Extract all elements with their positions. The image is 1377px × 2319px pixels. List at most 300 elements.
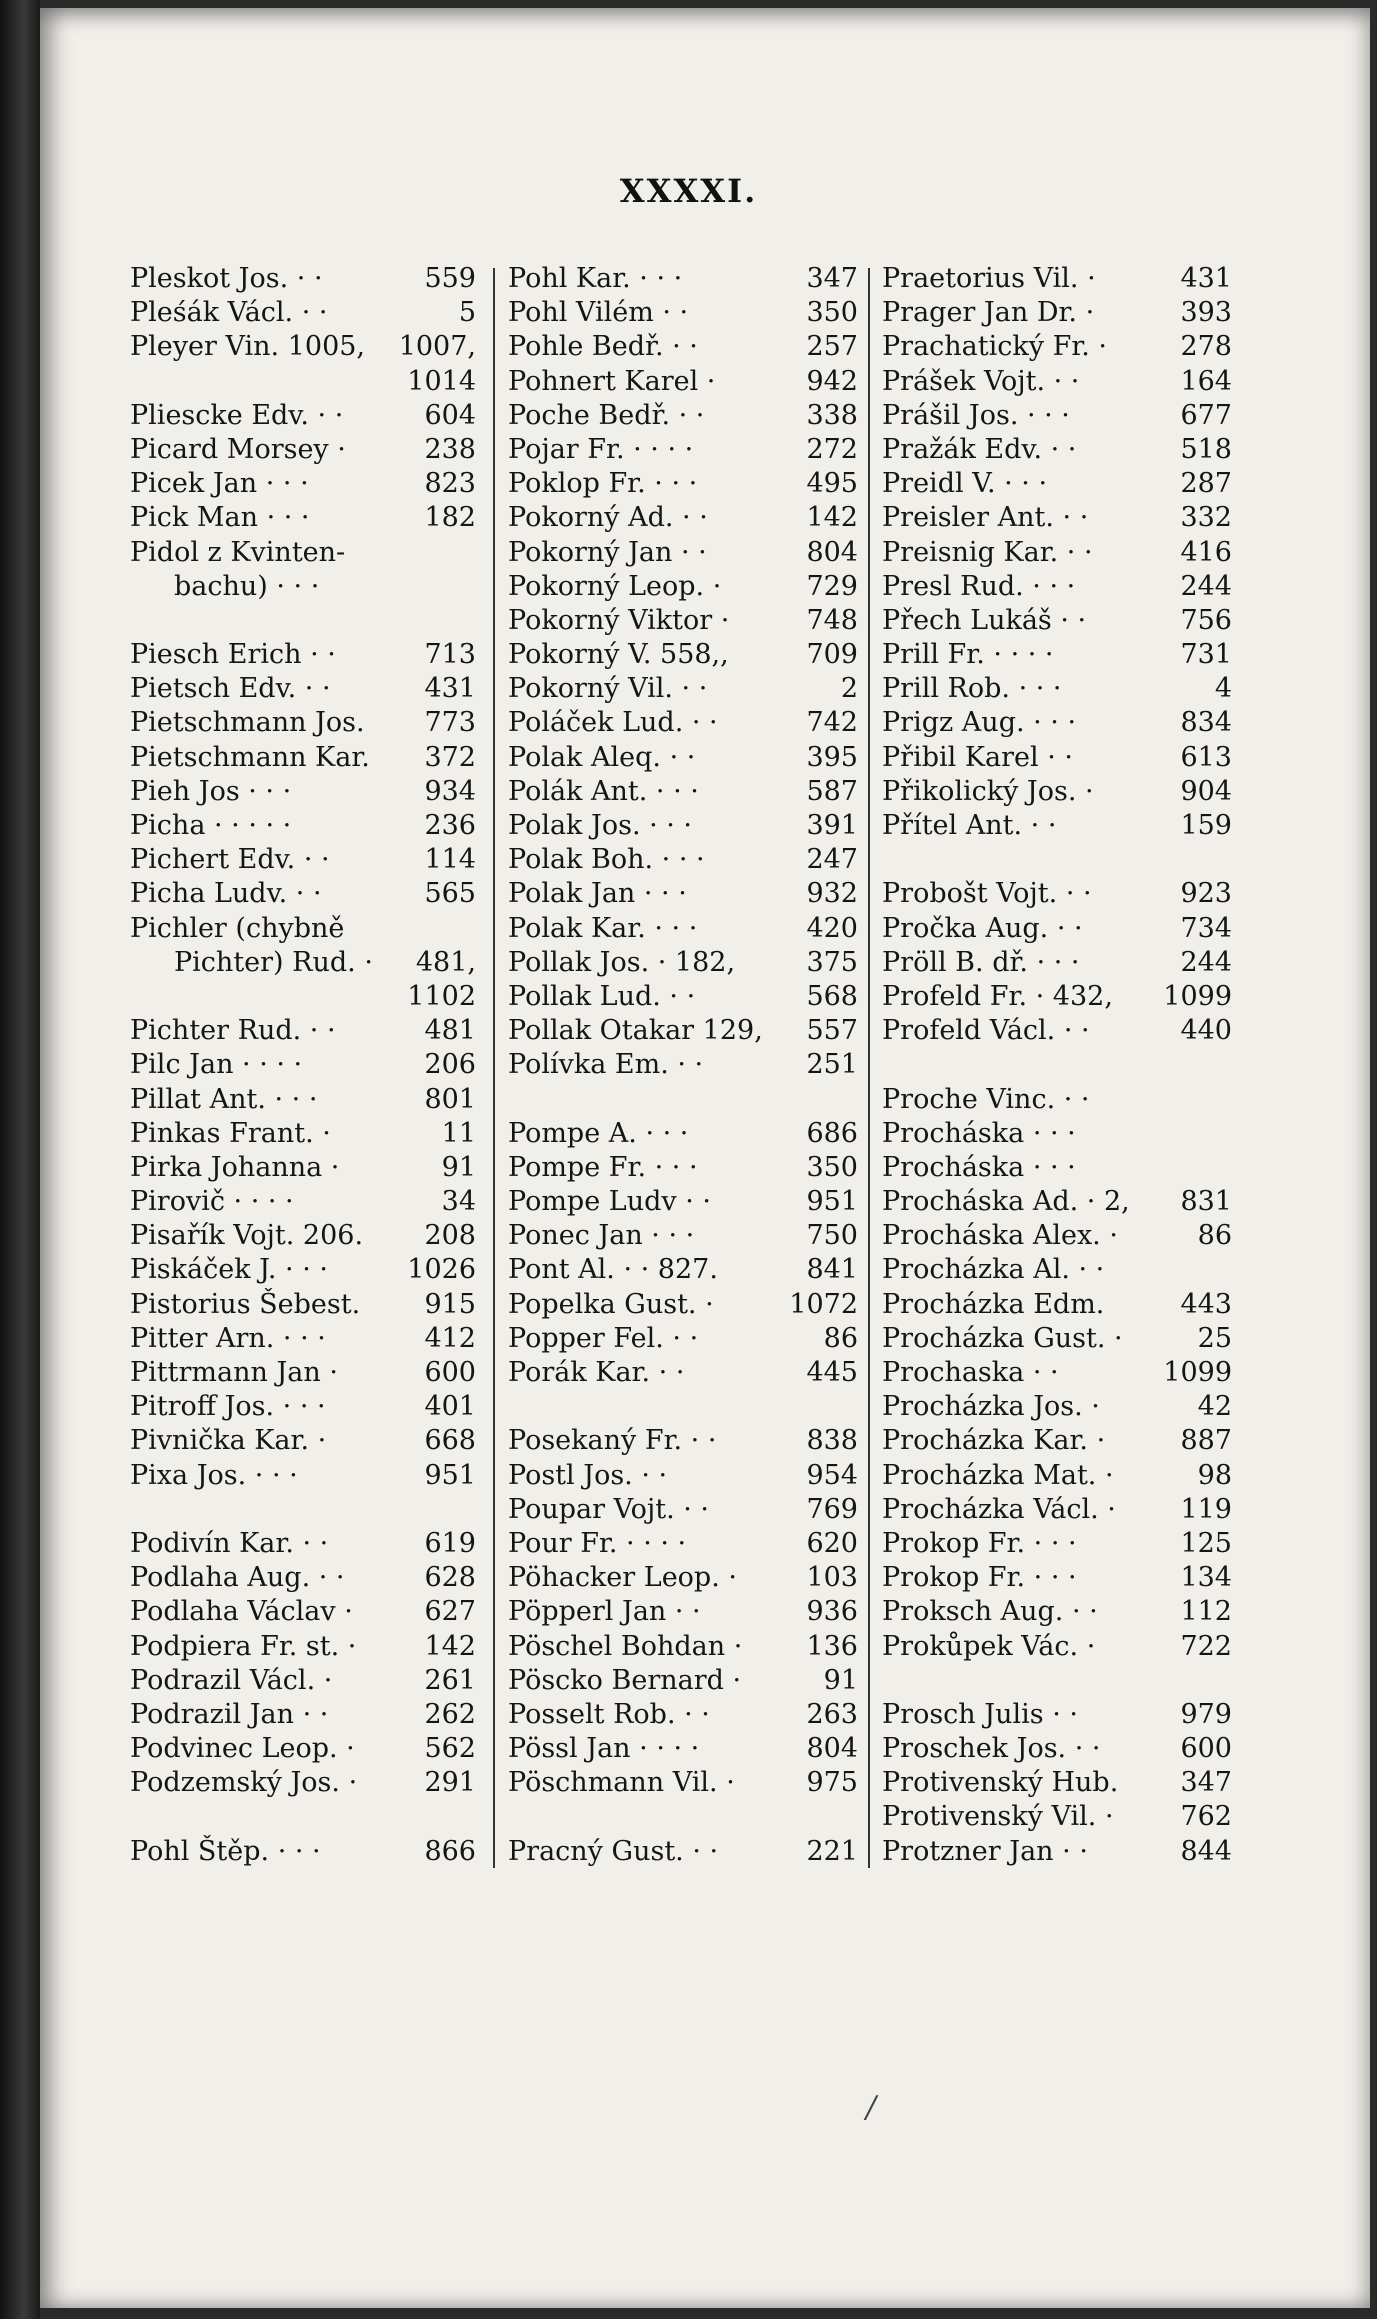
entry-page: 34 [441,1186,476,1218]
entry-page: 844 [1180,1835,1232,1867]
index-entry [508,604,858,638]
entry-page: 347 [806,263,858,294]
index-entry [508,570,858,604]
index-entry [508,877,858,911]
entry-name: Pillat Ant. · · · [130,1083,318,1115]
footer-mark: / [866,2090,877,2125]
index-entry [882,1424,1232,1458]
entry-page: 565 [424,878,476,910]
index-entry [130,1493,476,1527]
entry-name: Prokop Fr. · · · [882,1562,1077,1594]
entry-name: Pompe Ludv · · [508,1186,711,1218]
entry-name: Pompe Fr. · · · [508,1151,698,1183]
entry-page: 773 [424,707,476,739]
entry-page: 709 [806,639,858,671]
entry-page: 262 [424,1698,476,1730]
index-entry [882,536,1232,570]
index-entry [130,536,476,570]
entry-name: Proschek Jos. · · [882,1733,1101,1765]
entry-page: 244 [1180,570,1232,602]
entry-page: 287 [1180,468,1232,500]
entry-page: 1007, [398,331,476,363]
entry-name: Pročka Aug. · · [882,912,1083,944]
entry-page: 568 [806,980,858,1012]
entry-page: 834 [1180,707,1232,739]
index-entry [130,1424,476,1458]
index-entry [882,1835,1232,1869]
entry-page: 762 [1180,1801,1232,1833]
entry-name: Pichter Rud. · · [130,1015,336,1047]
index-entry [882,843,1232,877]
entry-name: Pichter) Rud. · [174,946,373,978]
entry-name: Profeld Fr. · 432, [882,980,1113,1012]
index-entry [130,1527,476,1561]
entry-name: Podpiera Fr. st. · [130,1630,357,1662]
entry-page: 932 [806,878,858,910]
entry-name: Procházka Václ. · [882,1493,1116,1525]
index-entry [130,1185,476,1219]
entry-name: Pražák Edv. · · [882,433,1077,465]
entry-name: Pöscko Bernard · [508,1664,742,1696]
index-entry [130,946,476,980]
entry-page: 278 [1180,331,1232,363]
index-entry [130,1322,476,1356]
index-entry [882,877,1232,911]
index-column-1 [130,262,476,1869]
entry-page: 136 [806,1630,858,1662]
entry-name: Posekaný Fr. · · [508,1425,717,1457]
entry-page: 557 [806,1015,858,1047]
entry-name: Procháska · · · [882,1151,1076,1183]
entry-page: 619 [424,1527,476,1559]
entry-page: 748 [806,604,858,636]
entry-name: Protivenský Hub. [882,1767,1119,1799]
entry-name: Pompe A. · · · [508,1117,689,1149]
entry-page: 393 [1180,297,1232,329]
entry-page: 481 [424,1015,476,1047]
entry-name: Pivnička Kar. · [130,1425,327,1457]
entry-name: Probošt Vojt. · · [882,878,1092,910]
index-entry [508,1527,858,1561]
entry-name: Procháska Ad. · 2, [882,1186,1130,1218]
entry-name: Podrazil Václ. · [130,1664,333,1696]
entry-page: 1026 [407,1254,476,1286]
index-entry [508,1390,858,1424]
entry-name: Proche Vinc. · · [882,1083,1090,1115]
entry-name: Pont Al. · · 827. [508,1254,718,1286]
entry-name: Pleyer Vin. 1005, [130,331,366,363]
entry-page: 5 [458,297,476,329]
entry-page: 206 [424,1049,476,1081]
entry-name: Picek Jan · · · [130,468,309,500]
entry-name: Podrazil Jan · · [130,1698,329,1730]
index-entry [882,1493,1232,1527]
entry-name: Přibil Karel · · [882,741,1073,773]
entry-name: Prill Fr. · · · · [882,639,1054,671]
entry-page: 119 [1180,1493,1232,1525]
entry-name: Poupar Vojt. · · [508,1493,709,1525]
entry-name: Pokorný V. 558,, [508,639,729,671]
entry-name: Pleskot Jos. · · [130,263,323,294]
entry-page: 375 [806,946,858,978]
page-number: XXXXI. [619,172,758,210]
entry-name: Pohl Kar. · · · [508,263,683,294]
column-rule-1 [493,268,495,1868]
entry-name: Prášil Jos. · · · [882,399,1070,431]
entry-page: 114 [424,844,476,876]
index-entry [130,1356,476,1390]
index-entry [130,980,476,1014]
index-entry [508,1664,858,1698]
entry-name: Pollak Jos. · 182, [508,946,736,978]
entry-page: 495 [806,468,858,500]
index-entry [882,1117,1232,1151]
entry-name: Pietschmann Jos. [130,707,365,739]
entry-page: 1014 [407,365,476,397]
entry-name: Procházka Kar. · [882,1425,1106,1457]
index-entry [508,672,858,706]
index-entry [882,1185,1232,1219]
entry-page: 628 [424,1562,476,1594]
index-entry [508,912,858,946]
index-entry [508,775,858,809]
entry-page: 347 [1180,1767,1232,1799]
entry-name: Picha · · · · · [130,810,292,841]
index-entry [130,467,476,501]
entry-page: 112 [1180,1596,1232,1628]
index-entry [882,638,1232,672]
index-entry [508,706,858,740]
entry-name: Picard Morsey · [130,433,346,465]
entry-name: Pour Fr. · · · · [508,1527,687,1559]
index-entry [508,980,858,1014]
entry-page: 686 [806,1117,858,1149]
entry-name: Přítel Ant. · · [882,810,1057,841]
entry-page: 134 [1180,1562,1232,1594]
entry-name: Profeld Václ. · · [882,1015,1090,1047]
entry-name: Polák Ant. · · · [508,775,699,807]
entry-name: Prokůpek Vác. · [882,1630,1096,1662]
index-entry [508,536,858,570]
entry-page: 261 [424,1664,476,1696]
entry-page: 244 [1180,946,1232,978]
index-entry [882,1561,1232,1595]
index-entry [130,775,476,809]
entry-page: 412 [424,1322,476,1354]
entry-name: Polak Jos. · · · [508,810,693,841]
index-entry [882,467,1232,501]
index-entry [508,1151,858,1185]
index-entry [130,1048,476,1082]
index-entry [130,1288,476,1322]
index-entry [130,1630,476,1664]
index-entry [130,1014,476,1048]
entry-page: 979 [1180,1698,1232,1730]
index-entry [508,1459,858,1493]
entry-name: Polak Aleq. · · [508,741,696,773]
entry-name: Pittrmann Jan · [130,1357,338,1388]
entry-page: 915 [424,1288,476,1320]
entry-name: Protzner Jan · · [882,1835,1088,1867]
entry-page: 11 [441,1117,476,1149]
entry-page: 750 [806,1220,858,1252]
index-entry [508,843,858,877]
index-entry [882,1595,1232,1629]
entry-name: Pollak Lud. · · [508,980,696,1012]
index-entry [130,501,476,535]
index-entry [882,1664,1232,1698]
index-entry [508,741,858,775]
entry-name: Přech Lukáš · · [882,604,1087,636]
entry-name: Polak Boh. · · · [508,844,705,876]
index-entry [130,570,476,604]
index-entry [508,296,858,330]
entry-name: Pokorný Jan · · [508,536,707,568]
entry-page: 182 [424,502,476,534]
entry-name: Preisnig Kar. · · [882,536,1093,568]
index-entry [882,262,1232,296]
entry-page: 25 [1197,1322,1232,1354]
entry-page: 338 [806,399,858,431]
index-entry [882,1527,1232,1561]
entry-page: 600 [1180,1733,1232,1765]
index-entry [130,672,476,706]
index-entry [882,365,1232,399]
index-entry [882,775,1232,809]
entry-page: 86 [823,1322,858,1354]
index-entry [882,1356,1232,1390]
entry-page: 742 [806,707,858,739]
index-entry [130,1561,476,1595]
entry-page: 291 [424,1767,476,1799]
index-entry [882,809,1232,843]
entry-page: 838 [806,1425,858,1457]
entry-name: Presl Rud. · · · [882,570,1076,602]
entry-name: Přikolický Jos. · [882,775,1094,807]
entry-page: 831 [1180,1186,1232,1218]
entry-page: 4 [1214,673,1232,705]
index-entry [508,1493,858,1527]
index-entry [130,330,476,364]
index-entry [508,1322,858,1356]
entry-name: Pinkas Frant. · [130,1117,331,1149]
index-entry [130,706,476,740]
index-entry [130,638,476,672]
entry-page: 103 [806,1562,858,1594]
index-entry [130,1664,476,1698]
index-entry [882,1390,1232,1424]
entry-page: 332 [1180,502,1232,534]
index-entry [508,1014,858,1048]
entry-name: Pliescke Edv. · · [130,399,344,431]
entry-name: Prill Rob. · · · [882,673,1062,705]
index-entry [882,980,1232,1014]
entry-page: 923 [1180,878,1232,910]
index-entry [508,1561,858,1595]
index-entry [882,1732,1232,1766]
entry-page: 350 [806,1151,858,1183]
entry-page: 1102 [407,980,476,1012]
entry-page: 1099 [1163,1357,1232,1388]
index-entry [882,330,1232,364]
entry-page: 247 [806,844,858,876]
index-entry [130,1083,476,1117]
entry-name: Poche Bedř. · · [508,399,705,431]
entry-name: Pöpperl Jan · · [508,1596,701,1628]
index-entry [882,946,1232,980]
entry-name: Prigz Aug. · · · [882,707,1077,739]
entry-name: Pohl Vilém · · [508,297,689,329]
index-entry [130,1595,476,1629]
index-entry [130,1459,476,1493]
entry-name: Prokop Fr. · · · [882,1527,1077,1559]
entry-name: Prachatický Fr. · [882,331,1108,363]
entry-page: 951 [806,1186,858,1218]
entry-name: Procházka Gust. · [882,1322,1123,1354]
index-entry [882,1322,1232,1356]
entry-name: Podvinec Leop. · [130,1733,355,1765]
index-entry [882,1698,1232,1732]
entry-name: Pirovič · · · · [130,1186,294,1218]
entry-name: Polak Kar. · · · [508,912,698,944]
entry-name: Pidol z Kvinten- [130,536,346,568]
entry-page: 236 [424,810,476,841]
entry-page: 440 [1180,1015,1232,1047]
index-entry [508,467,858,501]
entry-name: Pokorný Ad. · · [508,502,708,534]
entry-name: Procházka Edm. [882,1288,1105,1320]
entry-name: Poláček Lud. · · [508,707,718,739]
entry-page: 936 [806,1596,858,1628]
index-entry [130,1835,476,1869]
index-entry [130,1253,476,1287]
entry-name: Procházka Al. · · [882,1254,1105,1286]
entry-page: 159 [1180,810,1232,841]
entry-page: 401 [424,1391,476,1423]
entry-page: 208 [424,1220,476,1252]
entry-page: 729 [806,570,858,602]
entry-page: 372 [424,741,476,773]
entry-name: Ponec Jan · · · [508,1220,695,1252]
entry-name: Popper Fel. · · [508,1322,699,1354]
index-entry [882,296,1232,330]
index-entry [130,809,476,843]
index-column-2 [508,262,858,1869]
entry-name: Posselt Rob. · · [508,1698,710,1730]
entry-name: Pleśák Václ. · · [130,297,328,329]
index-entry [882,1048,1232,1082]
index-entry [508,1083,858,1117]
entry-page: 734 [1180,912,1232,944]
entry-page: 98 [1197,1459,1232,1491]
entry-page: 713 [424,639,476,671]
index-entry [130,1800,476,1834]
index-entry [882,399,1232,433]
entry-page: 443 [1180,1288,1232,1320]
entry-page: 627 [424,1596,476,1628]
entry-page: 677 [1180,399,1232,431]
index-entry [882,1151,1232,1185]
entry-name: Praetorius Vil. · [882,263,1096,294]
entry-page: 731 [1180,639,1232,671]
index-entry [130,1732,476,1766]
index-entry [882,672,1232,706]
entry-name: Picha Ludv. · · [130,878,322,910]
entry-name: Pöschel Bohdan · [508,1630,743,1662]
entry-name: Procházka Jos. · [882,1391,1100,1423]
index-entry [130,433,476,467]
entry-page: 263 [806,1698,858,1730]
entry-name: Pirka Johanna · [130,1151,340,1183]
entry-page: 125 [1180,1527,1232,1559]
entry-page: 391 [806,810,858,841]
index-entry [508,1732,858,1766]
entry-page: 481, [415,946,476,978]
entry-name: Podlaha Aug. · · [130,1562,345,1594]
entry-page: 942 [806,365,858,397]
entry-page: 251 [806,1049,858,1081]
entry-name: Procháska Alex. · [882,1220,1118,1252]
entry-name: Prager Jan Dr. · [882,297,1095,329]
entry-page: 416 [1180,536,1232,568]
index-entry [508,365,858,399]
index-entry [508,1630,858,1664]
index-entry [508,262,858,296]
entry-name: Pitter Arn. · · · [130,1322,326,1354]
index-entry [882,912,1232,946]
index-entry [508,433,858,467]
entry-name: Pracný Gust. · · [508,1835,719,1867]
entry-name: bachu) · · · [174,570,320,602]
entry-page: 420 [806,912,858,944]
entry-page: 600 [424,1357,476,1388]
entry-page: 954 [806,1459,858,1491]
entry-name: Polak Jan · · · [508,878,687,910]
entry-name: Preisler Ant. · · [882,502,1089,534]
entry-name: Postl Jos. · · [508,1459,668,1491]
index-entry [882,1288,1232,1322]
entry-name: Prosch Julis · · [882,1698,1078,1730]
index-entry [882,741,1232,775]
column-rule-2 [868,268,870,1868]
entry-page: 559 [424,263,476,294]
entry-page: 142 [806,502,858,534]
entry-name: Polívka Em. · · [508,1049,704,1081]
entry-page: 841 [806,1254,858,1286]
entry-name: Pojar Fr. · · · · [508,433,694,465]
entry-name: Popelka Gust. · [508,1288,714,1320]
entry-page: 91 [823,1664,858,1696]
entry-page: 395 [806,741,858,773]
index-entry [882,570,1232,604]
entry-page: 2 [840,673,858,705]
entry-name: Poklop Fr. · · · [508,468,698,500]
index-entry [508,1288,858,1322]
index-entry [882,604,1232,638]
index-entry [130,1219,476,1253]
entry-page: 238 [424,433,476,465]
index-entry [130,399,476,433]
entry-page: 668 [424,1425,476,1457]
entry-page: 221 [806,1835,858,1867]
entry-name: Pixa Jos. · · · [130,1459,298,1491]
entry-name: Pössl Jan · · · · [508,1733,700,1765]
entry-page: 445 [806,1357,858,1388]
index-entry [130,296,476,330]
index-entry [130,262,476,296]
index-entry [508,1219,858,1253]
entry-name: Porák Kar. · · [508,1357,685,1388]
